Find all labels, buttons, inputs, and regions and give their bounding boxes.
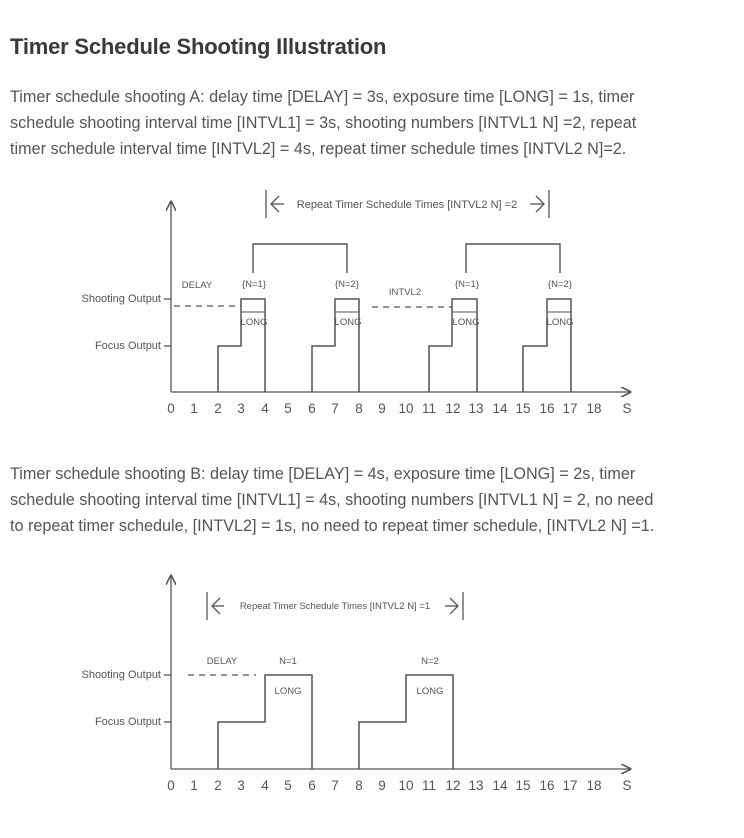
n-label: N=1 (279, 656, 297, 667)
description-a (10, 84, 738, 162)
x-tick-label: 14 (492, 778, 508, 793)
x-unit-label: S (622, 401, 632, 416)
x-tick-label: 12 (445, 778, 461, 793)
x-tick-label: 10 (398, 401, 414, 416)
repeat-label: Repeat Timer Schedule Times [INTVL2 N] =1 (239, 601, 431, 612)
page-title: Timer Schedule Shooting Illustration (10, 34, 387, 59)
x-tick-label: 10 (398, 778, 414, 793)
x-tick-label: 17 (562, 401, 578, 416)
x-tick-label: 7 (331, 401, 339, 416)
x-tick-label: 9 (378, 778, 386, 793)
description-b-line: schedule shooting interval time [INTVL1] = 4s, shooting numbers [INTVL1 N] = 2, no need (10, 491, 654, 509)
x-tick-label: 18 (586, 401, 602, 416)
n-label: {N=2} (547, 279, 573, 290)
x-tick-label: 13 (468, 778, 484, 793)
x-tick-label: 18 (586, 778, 602, 793)
n-label: {N=1} (454, 279, 480, 290)
delay-label: DELAY (206, 656, 238, 667)
shooting-output-label: Shooting Output (81, 669, 161, 681)
long-label: LONG (416, 686, 444, 697)
n-label: {N=1} (241, 279, 267, 290)
n-label: N=2 (421, 656, 439, 667)
x-tick-label: 4 (261, 778, 269, 793)
x-tick-label: 2 (214, 401, 222, 416)
x-tick-label: 8 (355, 778, 363, 793)
x-unit-label: S (622, 778, 632, 793)
x-tick-label: 16 (539, 401, 555, 416)
repeat-label: Repeat Timer Schedule Times [INTVL2 N] =2 (296, 199, 518, 211)
timing-diagram-a (0, 180, 744, 440)
x-tick-label: 7 (331, 778, 339, 793)
x-tick-label: 5 (284, 778, 292, 793)
x-tick-label: 0 (167, 778, 175, 793)
x-tick-label: 2 (214, 778, 222, 793)
x-tick-label: 16 (539, 778, 555, 793)
x-tick-labels-b (167, 778, 631, 793)
focus-output-label: Focus Output (94, 340, 161, 352)
x-tick-labels-a (167, 401, 631, 416)
long-label: LONG (334, 317, 362, 328)
x-tick-label: 11 (421, 778, 437, 793)
long-label: LONG (546, 317, 574, 328)
x-tick-label: 6 (308, 401, 316, 416)
x-tick-label: 12 (445, 401, 461, 416)
x-tick-label: 6 (308, 778, 316, 793)
long-label: LONG (452, 317, 480, 328)
delay-label: DELAY (181, 280, 213, 291)
long-label: LONG (240, 317, 268, 328)
x-tick-label: 15 (515, 401, 531, 416)
x-tick-label: 4 (261, 401, 269, 416)
x-tick-label: 8 (355, 401, 363, 416)
x-tick-label: 14 (492, 401, 508, 416)
description-a-line: Timer schedule shooting A: delay time [DELAY] = 3s, exposure time [LONG] = 1s, timer (10, 88, 635, 106)
x-tick-label: 15 (515, 778, 531, 793)
x-tick-label: 9 (378, 401, 386, 416)
description-a-line: timer schedule interval time [INTVL2] = 4s, repeat timer schedule times [INTVL2 N]=2. (10, 140, 627, 158)
description-b (10, 461, 738, 539)
x-tick-label: 1 (190, 778, 198, 793)
x-tick-label: 11 (421, 401, 437, 416)
x-tick-label: 5 (284, 401, 292, 416)
x-tick-label: 13 (468, 401, 484, 416)
x-tick-label: 3 (237, 401, 245, 416)
x-tick-label: 1 (190, 401, 198, 416)
timing-diagram-b (0, 568, 744, 828)
description-b-line: to repeat timer schedule, [INTVL2] = 1s, no need to repeat timer schedule, [INTVL2 N] =1. (10, 517, 655, 535)
description-b-line: Timer schedule shooting B: delay time [DELAY] = 4s, exposure time [LONG] = 2s, timer (10, 465, 636, 483)
x-tick-label: 3 (237, 778, 245, 793)
focus-output-label: Focus Output (94, 716, 161, 728)
n-label: {N=2} (334, 279, 360, 290)
description-a-line: schedule shooting interval time [INTVL1] = 3s, shooting numbers [INTVL1 N] =2, repeat (10, 114, 637, 132)
long-label: LONG (274, 686, 302, 697)
x-tick-label: 17 (562, 778, 578, 793)
intvl2-label: INTVL2 (388, 287, 422, 298)
shooting-output-label: Shooting Output (81, 293, 161, 305)
x-tick-label: 0 (167, 401, 175, 416)
